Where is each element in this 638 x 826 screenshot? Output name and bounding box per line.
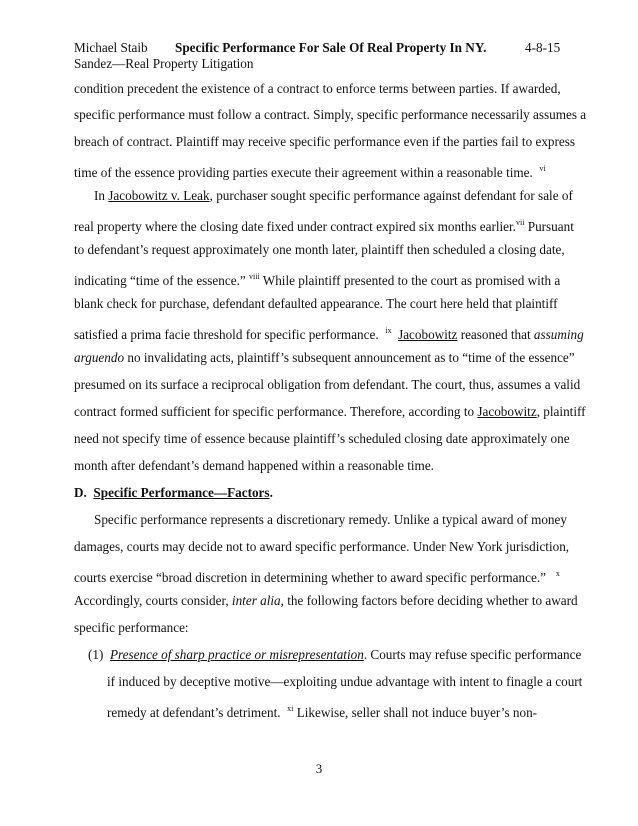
endnote-ref[interactable]: xi (287, 704, 294, 713)
heading-text: Specific Performance—Factors (93, 485, 270, 500)
heading-period: . (269, 485, 273, 500)
body-text: no invalidating acts, plaintiff’s subsequent announcement as to “time of the essence” (124, 350, 575, 365)
body-line: condition precedent the existence of a contract to enforce terms between parties. If awarded, (74, 81, 561, 96)
body-text: Pursuant (524, 219, 574, 234)
body-text: , plaintiff (536, 404, 586, 419)
body-line (107, 701, 537, 721)
body-line (74, 323, 584, 343)
body-text: . Courts may refuse specific performance (363, 647, 582, 662)
list-item-title: Presence of sharp practice or misrepresentation (109, 647, 364, 662)
body-line (74, 269, 560, 289)
body-line: specific performance must follow a contract. Simply, specific performance necessarily assumes a (74, 107, 587, 122)
latin-term: arguendo (74, 350, 125, 365)
body-text: , purchaser sought specific performance against defendant for sale of (209, 188, 573, 203)
endnote-ref[interactable]: vii (515, 218, 525, 227)
body-line (74, 593, 578, 609)
body-line: specific performance: (74, 620, 189, 635)
case-citation: Jacobowitz (477, 404, 537, 419)
latin-term: assuming (533, 327, 584, 342)
header-date: 4-8-15 (525, 40, 561, 55)
body-text: Accordingly, courts consider, (74, 593, 232, 608)
case-citation: Jacobowitz v. Leak (108, 188, 210, 203)
body-line: month after defendant’s demand happened within a reasonable time. (74, 458, 434, 473)
body-line: blank check for purchase, defendant defaulted appearance. The court here held that plaintiff (74, 296, 558, 311)
body-text: indicating “time of the essence.” (74, 273, 246, 288)
heading-letter: D. (74, 485, 87, 500)
list-item (88, 647, 581, 663)
header-author: Michael Staib (74, 40, 148, 55)
endnote-ref[interactable]: viii (249, 272, 260, 281)
section-heading (74, 485, 273, 501)
body-text: contract formed sufficient for specific performance. Therefore, according to (74, 404, 478, 419)
endnote-ref[interactable]: ix (385, 326, 392, 335)
body-text: time of the essence providing parties execute their agreement within a reasonable time. (74, 165, 533, 180)
body-line: need not specify time of essence because plaintiff’s scheduled closing date approximately one (74, 431, 570, 446)
body-text: courts exercise “broad discretion in determining whether to award specific performance.” (74, 570, 546, 585)
endnote-ref[interactable]: x (555, 569, 560, 578)
body-text: satisfied a prima facie threshold for specific performance. (74, 327, 379, 342)
endnote-ref[interactable]: vi (539, 164, 546, 173)
body-text: real property where the closing date fixed under contract expired six months earlier. (74, 219, 516, 234)
body-line: In Jacobowitz v. Leak, purchaser sought specific performance against defendant for sale of (94, 188, 573, 203)
body-text: reasoned that (457, 327, 534, 342)
body-text: remedy at defendant’s detriment. (107, 705, 281, 720)
body-line (74, 404, 586, 420)
body-line (74, 350, 575, 366)
body-text: Likewise, seller shall not induce buyer’s non- (293, 705, 538, 720)
body-line: presumed on its surface a reciprocal obligation from defendant. The court, thus, assumes a valid (74, 377, 581, 392)
body-line: damages, courts may decide not to award specific performance. Under New York jurisdiction, (74, 539, 570, 554)
page-number: 3 (315, 761, 323, 776)
body-text: While plaintiff presented to the court as promised with a (259, 273, 561, 288)
header-title: Specific Performance For Sale Of Real Property In NY. (175, 40, 487, 55)
latin-term: inter alia (231, 593, 281, 608)
body-line: if induced by deceptive motive—exploiting undue advantage with intent to finagle a court (107, 674, 583, 689)
body-line (74, 161, 546, 181)
body-line: to defendant’s request approximately one month later, plaintiff then scheduled a closing date, (74, 242, 565, 257)
body-line: Specific performance represents a discretionary remedy. Unlike a typical award of money (94, 512, 567, 527)
body-line: breach of contract. Plaintiff may receive specific performance even if the parties fail to express (74, 134, 576, 149)
body-text: , the following factors before deciding whether to award (280, 593, 578, 608)
case-citation: Jacobowitz (398, 327, 458, 342)
body-line (74, 215, 574, 235)
header-subtitle: Sandez—Real Property Litigation (74, 56, 254, 71)
list-item-number: (1) (88, 647, 104, 662)
body-line (74, 566, 560, 586)
